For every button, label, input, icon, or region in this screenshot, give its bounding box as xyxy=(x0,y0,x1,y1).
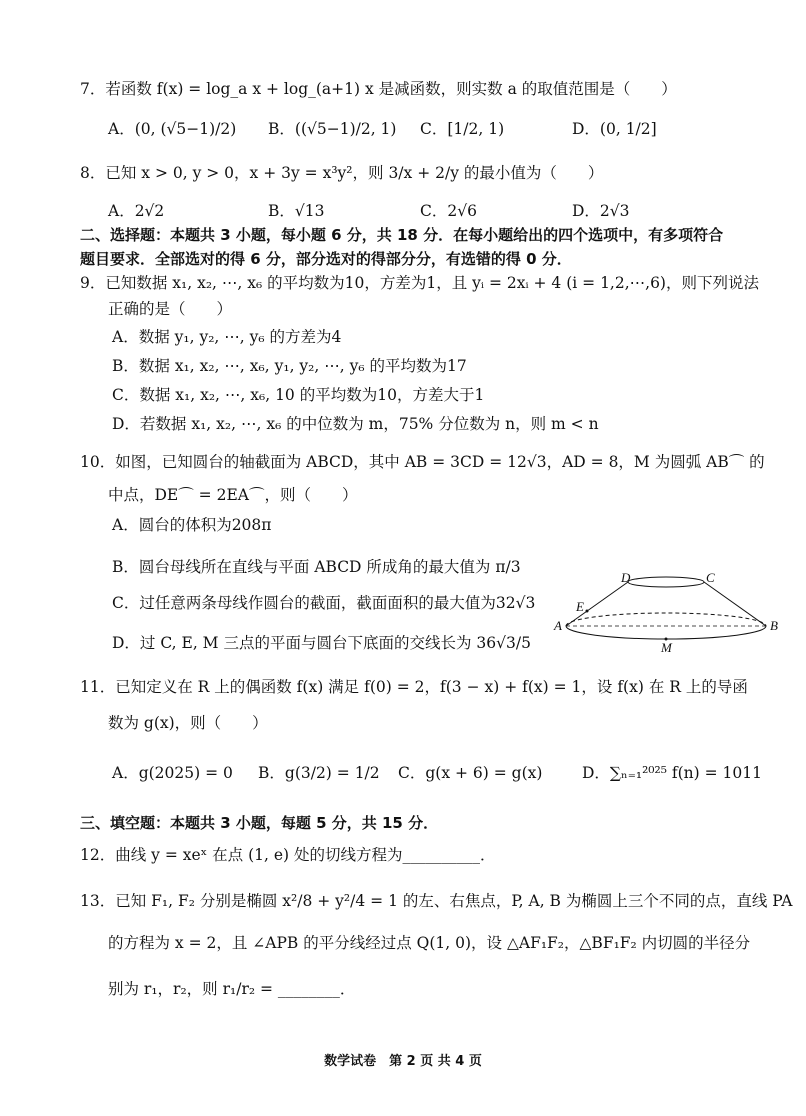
frustum-figure xyxy=(548,570,793,655)
bottom-base-back-arc xyxy=(566,613,766,626)
q11-option-c: C．g(x + 6) = g(x) xyxy=(398,764,543,782)
q11-option-a: A．g(2025) = 0 xyxy=(112,764,233,782)
q11-option-d: D．∑ₙ₌₁²⁰²⁵ f(n) = 1011 xyxy=(582,764,762,782)
q7-option-d: D．(0, 1/2] xyxy=(572,120,657,138)
label-m: M xyxy=(661,640,672,655)
q10-option-c: C．过任意两条母线作圆台的截面，截面面积的最大值为32√3 xyxy=(112,594,536,612)
q10-option-a: A．圆台的体积为208π xyxy=(112,516,272,534)
section-2-heading: 二、选择题：本题共 3 小题，每小题 6 分，共 18 分．在每小题给出的四个选项中，有多项符合 xyxy=(80,226,724,244)
q9-stem-line1: 9．已知数据 x₁, x₂, ⋯, x₆ 的平均数为10，方差为1，且 yᵢ = 2xᵢ + 4 (i = 1,2,⋯,6)，则下列说法 xyxy=(80,274,759,292)
q7-stem: 7．若函数 f(x) = log_a x + log_(a+1) x 是减函数，则实数 a 的取值范围是（ ） xyxy=(80,80,677,98)
section-3-heading: 三、填空题：本题共 3 小题，每题 5 分，共 15 分． xyxy=(80,814,439,832)
q9-option-b: B．数据 x₁, x₂, ⋯, x₆, y₁, y₂, ⋯, y₆ 的平均数为17 xyxy=(112,357,467,375)
q8-option-b: B．√13 xyxy=(268,202,325,220)
q8-option-a: A．2√2 xyxy=(108,202,165,220)
label-a: A xyxy=(554,618,562,633)
q13-stem-line1: 13．已知 F₁, F₂ 分别是椭圆 x²/8 + y²/4 = 1 的左、右焦点，P, A, B 为椭圆上三个不同的点，直线 PA xyxy=(80,892,793,910)
q9-option-d: D．若数据 x₁, x₂, ⋯, x₆ 的中位数为 m，75% 分位数为 n，则 m < n xyxy=(112,415,599,433)
q8-stem: 8．已知 x > 0, y > 0，x + 3y = x³y²，则 3/x + 2/y 的最小值为（ ） xyxy=(80,164,604,182)
q8-option-d: D．2√3 xyxy=(572,202,630,220)
q10-stem-line1: 10．如图，已知圆台的轴截面为 ABCD，其中 AB = 3CD = 12√3，AD = 8，M 为圆弧 AB⌒ 的 xyxy=(80,453,765,471)
q11-option-b: B．g(3/2) = 1/2 xyxy=(258,764,380,782)
q9-stem-line2: 正确的是（ ） xyxy=(108,300,233,318)
label-c: C xyxy=(706,570,715,585)
point-e xyxy=(586,610,589,613)
label-d: D xyxy=(621,570,631,585)
q10-option-b: B．圆台母线所在直线与平面 ABCD 所成角的最大值为 π/3 xyxy=(112,558,521,576)
q9-option-c: C．数据 x₁, x₂, ⋯, x₆, 10 的平均数为10，方差大于1 xyxy=(112,386,485,404)
label-b: B xyxy=(770,618,778,633)
q13-stem-line2: 的方程为 x = 2，且 ∠APB 的平分线经过点 Q(1, 0)，设 △AF₁F₂，△BF₁F₂ 内切圆的半径分 xyxy=(108,934,751,952)
q12-stem: 12．曲线 y = xeˣ 在点 (1, e) 处的切线方程为__________． xyxy=(80,846,496,864)
top-base-ellipse xyxy=(628,577,704,587)
section-2-instructions: 题目要求．全部选对的得 6 分，部分选对的得部分分，有选错的得 0 分． xyxy=(80,250,572,268)
q7-option-b: B．((√5−1)/2, 1) xyxy=(268,120,397,138)
q10-stem-line2: 中点，DE⌒ = 2EA⌒，则（ ） xyxy=(108,486,358,504)
bottom-base-front-arc xyxy=(566,626,766,639)
generator-bc xyxy=(704,582,766,626)
q13-stem-line3: 别为 r₁，r₂，则 r₁/r₂ = ________． xyxy=(108,980,356,998)
page-footer: 数学试卷 第 2 页 共 4 页 xyxy=(324,1054,482,1069)
q7-option-a: A．(0, (√5−1)/2) xyxy=(108,120,237,138)
q11-stem-line1: 11．已知定义在 R 上的偶函数 f(x) 满足 f(0) = 2，f(3 − x) + f(x) = 1，设 f(x) 在 R 上的导函 xyxy=(80,678,748,696)
q10-option-d: D．过 C, E, M 三点的平面与圆台下底面的交线长为 36√3/5 xyxy=(112,634,531,652)
q11-stem-line2: 数为 g(x)，则（ ） xyxy=(108,714,268,732)
q7-option-c: C．[1/2, 1) xyxy=(420,120,505,138)
label-e: E xyxy=(576,599,584,614)
q9-option-a: A．数据 y₁, y₂, ⋯, y₆ 的方差为4 xyxy=(112,328,342,346)
q8-option-c: C．2√6 xyxy=(420,202,477,220)
